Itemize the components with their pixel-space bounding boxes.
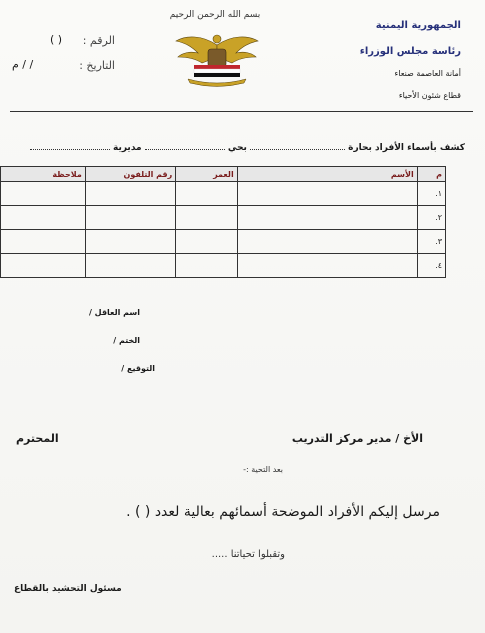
note-cell[interactable] [1, 206, 86, 230]
col-header-phone: رقم التلفون [85, 167, 176, 182]
republic-name: الجمهورية اليمنية [375, 20, 461, 31]
name-cell[interactable] [237, 182, 417, 206]
note-cell[interactable] [1, 230, 86, 254]
date-label: التاريخ : [79, 59, 115, 72]
number-value: ( ) [50, 33, 63, 46]
header-divider [10, 111, 473, 112]
age-cell[interactable] [176, 206, 237, 230]
members-table [0, 166, 446, 278]
col-header-age: العمر [176, 167, 237, 182]
eagle-emblem-icon [172, 27, 262, 87]
col-header-name: الأسم [237, 167, 417, 182]
age-cell[interactable] [176, 254, 237, 278]
phone-cell[interactable] [85, 230, 176, 254]
name-cell[interactable] [237, 206, 417, 230]
capital-name: أمانة العاصمة صنعاء [394, 69, 461, 78]
phone-cell[interactable] [85, 254, 176, 278]
table-header-row [1, 167, 446, 182]
district-blank[interactable] [145, 141, 225, 150]
seal-label: الختم / [113, 336, 140, 345]
official-title: مسئول التحشيد بالقطاع [14, 584, 122, 594]
neighborhood-label: بحي [227, 143, 247, 153]
col-header-index: م [417, 167, 445, 182]
note-cell[interactable] [1, 254, 86, 278]
name-cell[interactable] [237, 254, 417, 278]
name-cell[interactable] [237, 230, 417, 254]
neighborhood-blank[interactable] [250, 141, 345, 150]
row-index: ٢. [417, 206, 445, 230]
row-index: ٣. [417, 230, 445, 254]
row-index: ٤. [417, 254, 445, 278]
table-row [1, 254, 446, 278]
table-row [1, 182, 446, 206]
signature-label: التوقيع / [121, 364, 155, 373]
list-heading-line [30, 141, 465, 153]
district-name-blank[interactable] [30, 141, 110, 150]
date-value: / / م [12, 58, 34, 71]
letter-addressee: الأخ / مدير مركز التدريب [291, 432, 423, 445]
council-name: رئاسة مجلس الوزراء [359, 46, 461, 57]
letter-greeting: بعد التحية :- [243, 465, 283, 474]
number-label: الرقم : [82, 34, 115, 47]
phone-cell[interactable] [85, 206, 176, 230]
age-cell[interactable] [176, 230, 237, 254]
list-heading: كشف بأسماء الأفراد بحارة [348, 143, 465, 153]
letter-closing: وتقبلوا تحياتنا ..... [211, 549, 285, 560]
table-row [1, 230, 446, 254]
note-cell[interactable] [1, 182, 86, 206]
basmala: بسم الله الرحمن الرحيم [169, 10, 261, 20]
chief-name-label: اسم العاقل / [88, 308, 140, 317]
age-cell[interactable] [176, 182, 237, 206]
sector-name: قطاع شئون الأحياء [398, 91, 461, 100]
letter-body: مرسل إليكم الأفراد الموضحة أسمائهم بعالية لعدد ( ) . [126, 504, 440, 520]
district-label: مديرية [113, 143, 142, 153]
phone-cell[interactable] [85, 182, 176, 206]
respected-title: المحترم [16, 432, 59, 445]
row-index: ١. [417, 182, 445, 206]
col-header-note: ملاحظة [1, 167, 86, 182]
table-row [1, 206, 446, 230]
